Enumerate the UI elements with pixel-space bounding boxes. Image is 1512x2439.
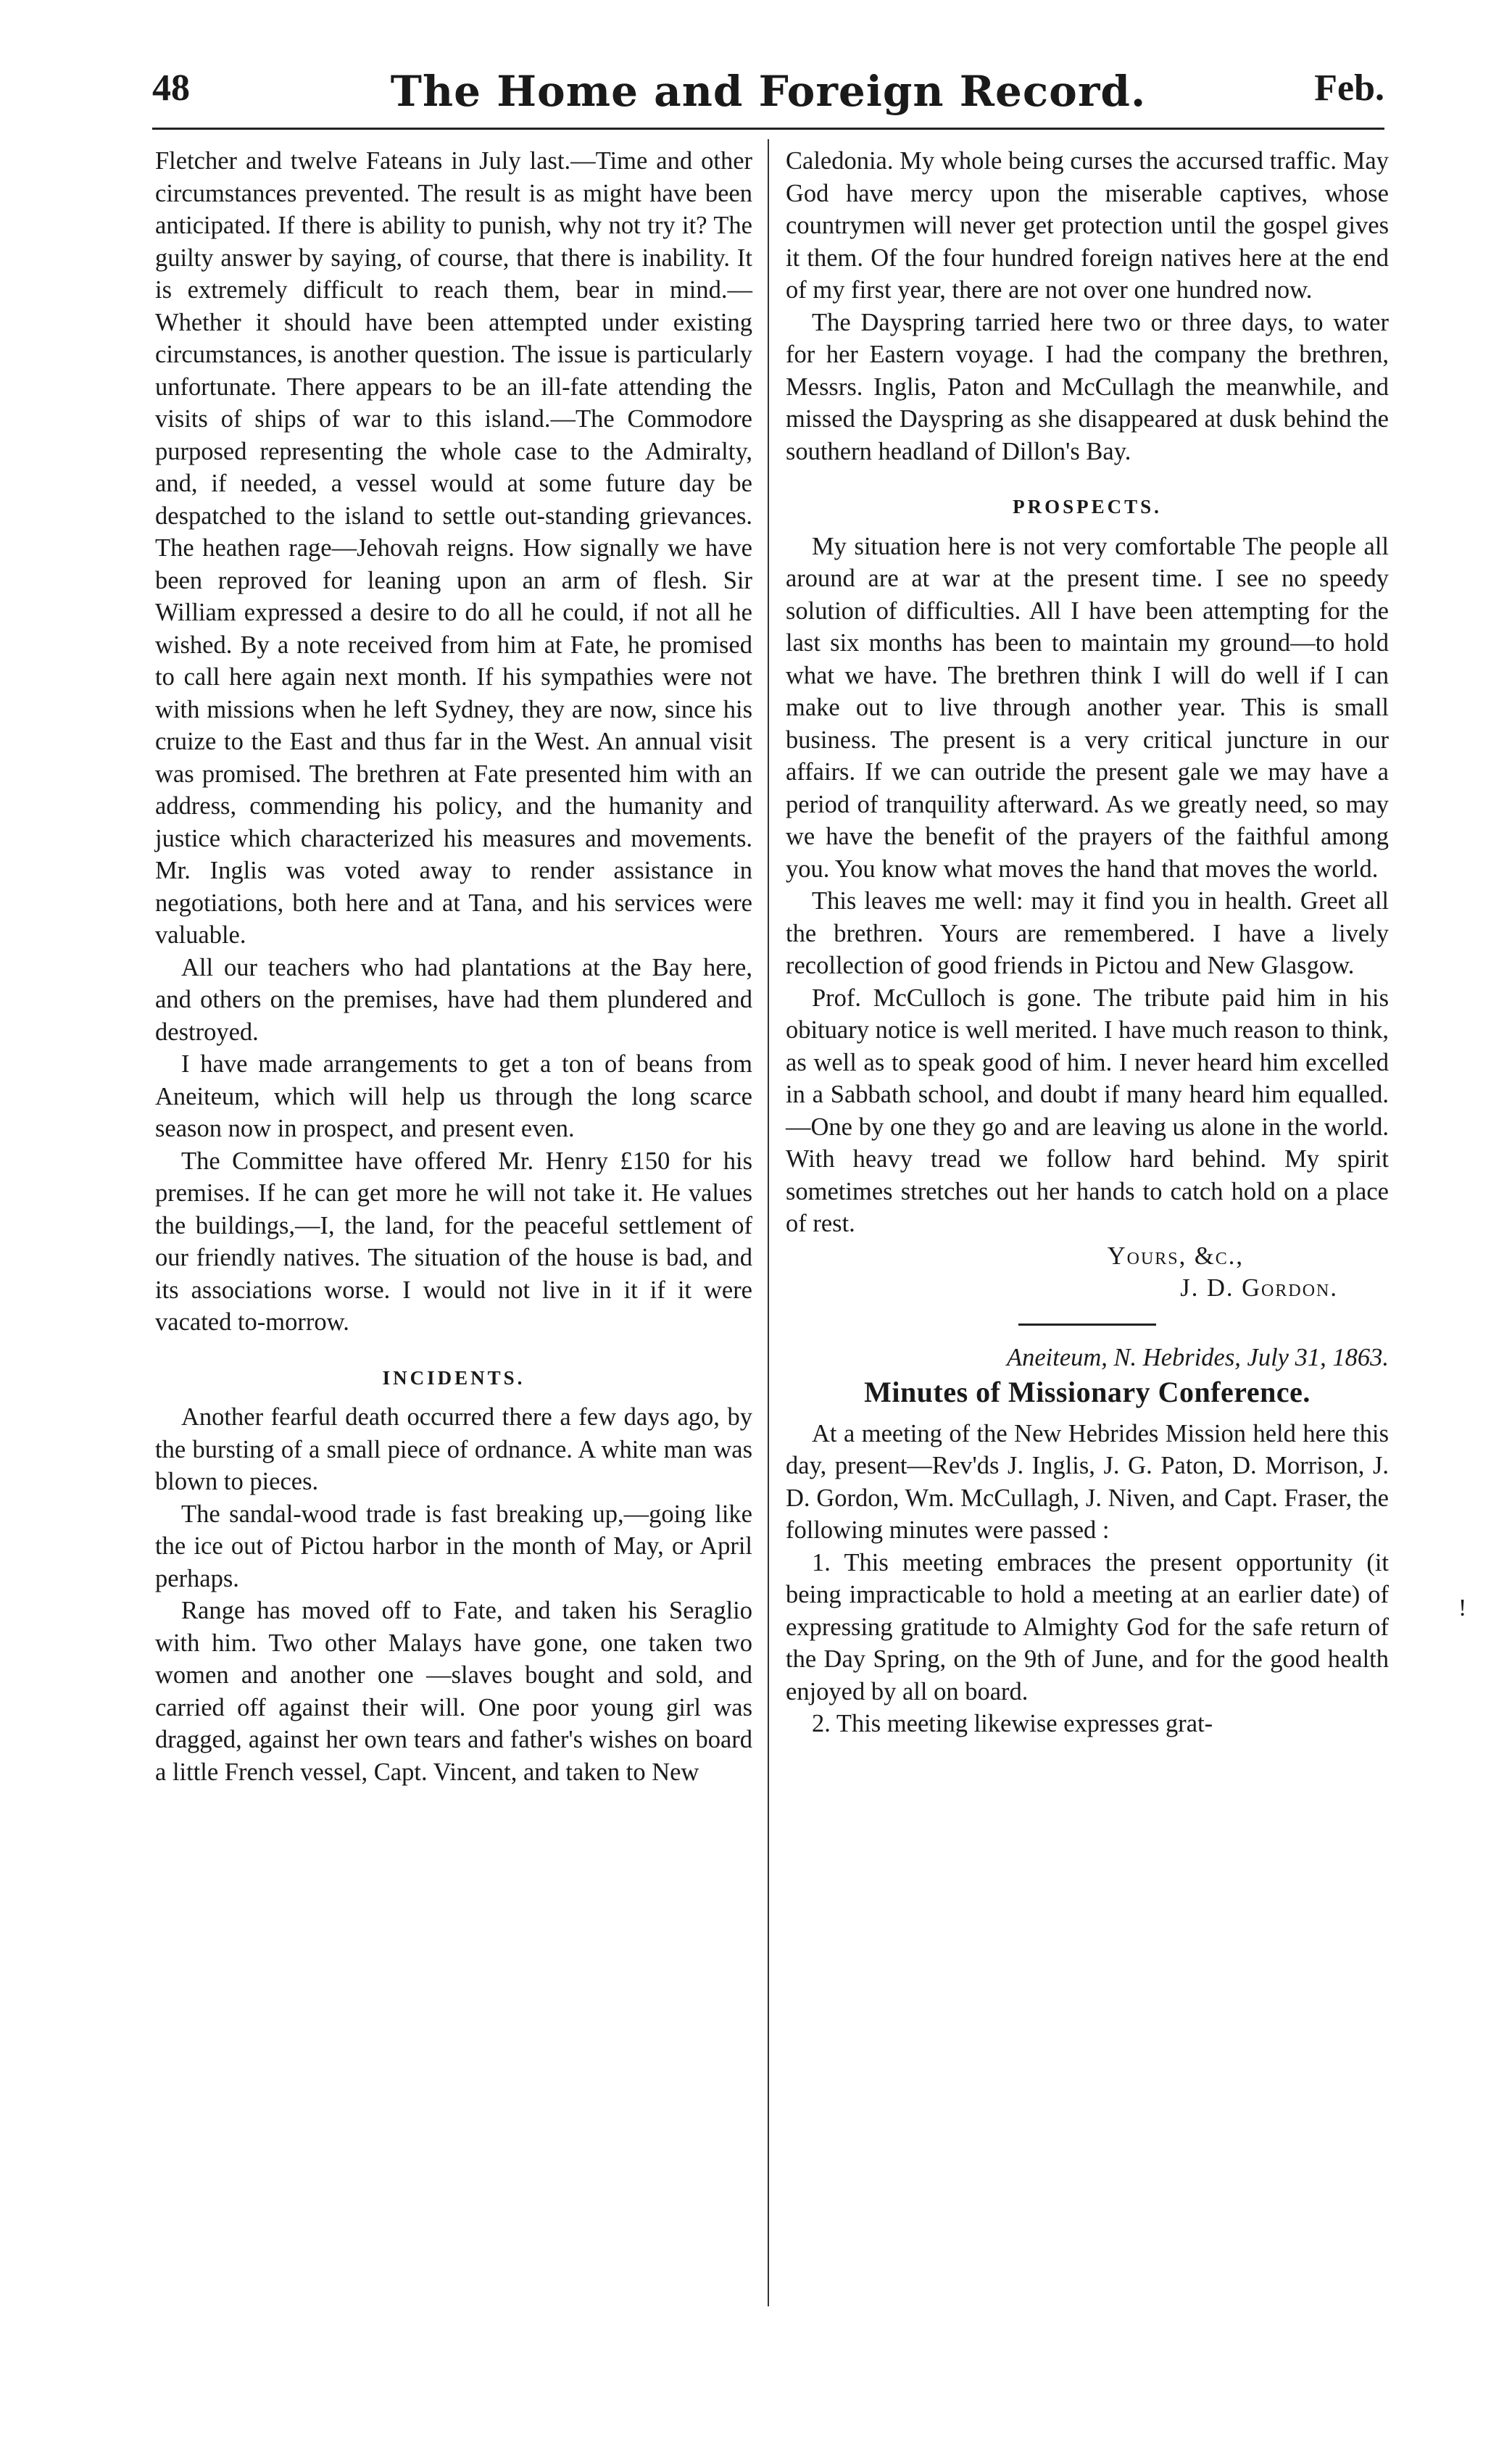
letter-closing: Yours, &c., <box>1107 1242 1244 1270</box>
paragraph: Prof. McCulloch is gone. The tribute paid him in his obituary notice is well merited. I have much reason to think, as well as to speak good of him. I never heard him excelled in a Sabbath school, and doubt if many heard him equalled.—One by one they go and are leaving us alone in the world. With heavy tread we follow hard behind. My spirit sometimes stretches out her hands to catch hold on a place of rest. <box>786 984 1389 1237</box>
paragraph: This leaves me well: may it find you in health. Greet all the brethren. Yours are remembered. I have a lively recollection of good friends in Pictou and New Glasgow. <box>786 887 1389 979</box>
paragraph: Another fearful death occurred there a few days ago, by the bursting of a small piece of ordnance. A white man was blown to pieces. <box>155 1403 752 1495</box>
header-rule <box>152 128 1384 130</box>
section-heading-incidents: INCIDENTS. <box>382 1366 526 1389</box>
paragraph: Fletcher and twelve Fateans in July last.—Time and other circumstances prevented. The result is as might have been anticipated. If there is ability to punish, why not try it? The guilty answer by saying, of course, that there is inability. It is extremely difficult to reach them, bear in mind.—Whether it should have been attempted under existing circumstances, is another question. The issue is particularly unfortunate. There appears to be an ill-fate attending the visits of ships of war to this island.—The Commodore purposed representing the whole case to the Admiralty, and, if needed, a vessel would at some future day be despatched to the island to settle out-standing grievances. The heathen rage—Jehovah reigns. How signally we have been reproved for leaning upon an arm of flesh. Sir William expressed a desire to do all he could, if not all he wished. By a note received from him at Fate, he promised to call here again next month. If his sympathies were not with missions when he left Sydney, they are now, since his cruize to the East and thus far in the West. An annual visit was promised. The brethren at Fate presented him with an address, commending his policy, and the humanity and justice which characterized his measures and movements. Mr. Inglis was voted away to render assistance in negotiations, both here and at Tana, and his services were valuable. <box>155 147 752 949</box>
paragraph: The sandal-wood trade is fast breaking up,—going like the ice out of Pictou harbor in the month of May, or April perhaps. <box>155 1500 752 1592</box>
paragraph: The Committee have offered Mr. Henry £150 for his premises. If he can get more he will not take it. He values the buildings,—I, the land, for the peaceful settlement of our friendly natives. The situation of the house is bad, and its associations worse. I would not live in it if it were vacated to-morrow. <box>155 1147 752 1336</box>
paragraph: 2. This meeting likewise expresses grat- <box>812 1710 1213 1737</box>
section-divider <box>1018 1324 1156 1326</box>
section-heading-prospects: PROSPECTS. <box>1013 496 1162 518</box>
paragraph: At a meeting of the New Hebrides Mission held here this day, present—Rev'ds J. Inglis, J. G. Paton, D. Morrison, J. D. Gordon, Wm. McCullagh, J. Niven, and Capt. Fraser, the following minutes were passed : <box>786 1419 1389 1544</box>
paragraph: Caledonia. My whole being curses the accursed traffic. May God have mercy upon the miserable captives, whose countrymen will never get protection until the gospel gives it them. Of the four hundred foreign natives here at the end of my first year, there are not over one hundred now. <box>786 147 1389 304</box>
section-heading-minutes: Minutes of Missionary Conference. <box>864 1376 1310 1408</box>
paragraph: I have made arrangements to get a ton of beans from Aneiteum, which will help us through the long scarce season now in prospect, and present even. <box>155 1050 752 1142</box>
paragraph: Range has moved off to Fate, and taken his Seraglio with him. Two other Malays have gone, one taken two women and another one —slaves bought and sold, and carried off against their will. One poor young girl was dragged, against her own tears and father's wishes on board a little French vessel, Capt. Vincent, and taken to New <box>155 1597 752 1786</box>
paragraph: The Dayspring tarried here two or three days, to water for her Eastern voyage. I had the company the brethren, Messrs. Inglis, Paton and McCullagh the meanwhile, and missed the Dayspring as she disappeared at dusk behind the southern headland of Dillon's Bay. <box>786 308 1389 465</box>
right-column <box>786 145 1389 1740</box>
margin-mark: ! <box>1458 1595 1467 1621</box>
paragraph: All our teachers who had plantations at the Bay here, and others on the premises, have had them plundered and destroyed. <box>155 953 752 1046</box>
letter-signature: J. D. Gordon. <box>1180 1274 1338 1302</box>
page-number: 48 <box>152 67 190 109</box>
paragraph: My situation here is not very comfortable The people all around are at war at the present time. I see no speedy solution of difficulties. All I have been attempting for the last six months has been to maintain my ground—to hold what we have. The brethren think I will do well if I can make out to live through another year. This is small business. The present is a very critical juncture in our affairs. If we can outride the present gale we may have a period of tranquility afterward. As we greatly need, so may we have the benefit of the prayers of the faithful among you. You know what moves the hand that moves the world. <box>786 532 1389 883</box>
column-divider <box>768 139 769 2306</box>
page-header <box>152 67 1384 125</box>
publication-title: The Home and Foreign Record. <box>390 67 1147 116</box>
left-column <box>155 145 752 1788</box>
issue-month: Feb. <box>1314 67 1384 109</box>
paragraph: 1. This meeting embraces the present opportunity (it being impracticable to hold a meeting at an earlier date) of expressing gratitude to Almighty God for the safe return of the Day Spring, on the 9th of June, and for the good health enjoyed by all on board. <box>786 1548 1389 1705</box>
dateline: Aneiteum, N. Hebrides, July 31, 1863. <box>1007 1343 1389 1371</box>
